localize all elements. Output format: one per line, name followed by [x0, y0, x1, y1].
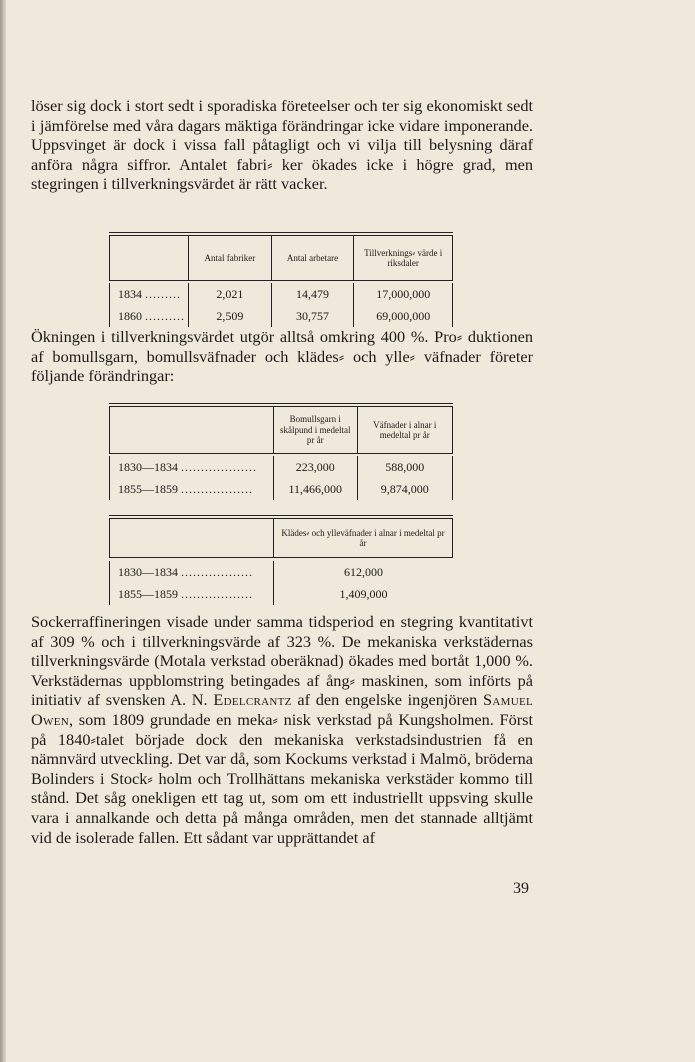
- cell-arbetare: 30,757: [271, 305, 354, 327]
- table-row: [109, 283, 453, 305]
- cell-fabriker: 2,021: [188, 283, 271, 305]
- table-row: [109, 456, 453, 478]
- row-period: 1830—1834: [118, 459, 178, 474]
- row-year: 1860: [118, 308, 142, 323]
- header-tillverkningsvarde: Tillverknings⸗ värde i riksdaler: [353, 236, 453, 280]
- page-edge: [0, 0, 6, 1062]
- table-header: [109, 236, 453, 281]
- leader-dots: ..................: [181, 481, 253, 496]
- text-segment: af den engelske ingenjören: [297, 690, 478, 710]
- table-row: [109, 561, 453, 583]
- cell-bomullsgarn: 11,466,000: [273, 478, 357, 500]
- paragraph-intro: löser sig dock i stort sedt i sporadiska företeelser och ter sig ekonomiskt sedt i jämförelse med våra dagars mäktiga förändringar icke vidare imponerande. Uppsvinget är dock i vissa fall påtagligt och vi vilja till belysning däraf anföra några siffror. Antalet fabri⸗ ker ökades icke i högre grad, men stegringen i tillverkningsvärdet är rätt vacker.: [31, 96, 533, 194]
- row-year: 1834: [118, 286, 142, 301]
- cell-varde: 69,000,000: [353, 305, 453, 327]
- table-bomull: [109, 403, 453, 500]
- table-row: [109, 478, 453, 500]
- cell-vafnader: 588,000: [357, 456, 453, 478]
- header-antal-arbetare: Antal arbetare: [271, 236, 354, 280]
- table-klades: [109, 515, 453, 605]
- table-row: [109, 583, 453, 605]
- cell-klades: 612,000: [273, 561, 453, 583]
- header-antal-fabriker: Antal fabriker: [188, 236, 271, 280]
- name-edelcrantz: Edelcrantz: [213, 690, 292, 710]
- cell-varde: 17,000,000: [353, 283, 453, 305]
- leader-dots: ..................: [181, 586, 253, 601]
- row-period: 1855—1859: [118, 481, 178, 496]
- cell-arbetare: 14,479: [271, 283, 354, 305]
- cell-vafnader: 9,874,000: [357, 478, 453, 500]
- leader-dots: ..................: [181, 564, 253, 579]
- table-factories: [109, 232, 453, 327]
- paragraph-sockerraffineringen: [31, 612, 533, 847]
- header-klades-ylle: Klädes⸗ och ylleväfnader i alnar i medeltal pr år: [273, 519, 453, 557]
- leader-dots: .........: [145, 286, 181, 301]
- text-segment: Sockerraffineringen visade under samma tidsperiod en stegring kvantitativt af 309 % och i tillverkningsvärde af 323 %. De mekaniska verkstädernas tillverkningsvärde (Motala verkstad oberäknad) ökades med bortåt 1,000 %. Verkstädernas uppblomstring betingades af ång⸗ maskinen, som införts på initiativ af svensken A. N.: [31, 612, 533, 710]
- table-row: [109, 305, 453, 327]
- cell-fabriker: 2,509: [188, 305, 271, 327]
- row-period: 1830—1834: [118, 564, 178, 579]
- row-period: 1855—1859: [118, 586, 178, 601]
- leader-dots: ...................: [181, 459, 257, 474]
- name-samuel-owen: Samuel Owen: [31, 690, 533, 729]
- leader-dots: ..........: [145, 308, 185, 323]
- table-header: [109, 407, 453, 454]
- cell-bomullsgarn: 223,000: [273, 456, 357, 478]
- table-header: [109, 519, 453, 558]
- paragraph-okningen: Ökningen i tillverkningsvärdet utgör alltså omkring 400 %. Pro⸗ duktionen af bomullsgarn, bomullsväfnader och klädes⸗ och ylle⸗ väfnader företer följande förändringar:: [31, 327, 533, 386]
- header-vafnader: Väfnader i alnar i medeltal pr år: [357, 407, 453, 453]
- text-segment: , som 1809 grundade en meka⸗ nisk verkstad på Kungsholmen. Först på 1840⸗talet började dock den mekaniska verkstadsindustrien få en nämnvärd utveckling. Det var då, som Kockums verkstad i Malmö, bröderna Bolinders i Stock⸗ holm och Trollhättans mekaniska verkstäder kommo till stånd. Det såg onekligen ett tag ut, som om ett industriellt uppsving skulle vara i annalkande och detta på många områden, men det stannade alltjämt vid de isolerade fallen. Ett sådant var upprättandet af: [31, 709, 533, 847]
- header-bomullsgarn: Bomullsgarn i skålpund i medeltal pr år: [273, 407, 357, 453]
- cell-klades: 1,409,000: [273, 583, 453, 605]
- page-number: 39: [513, 880, 529, 897]
